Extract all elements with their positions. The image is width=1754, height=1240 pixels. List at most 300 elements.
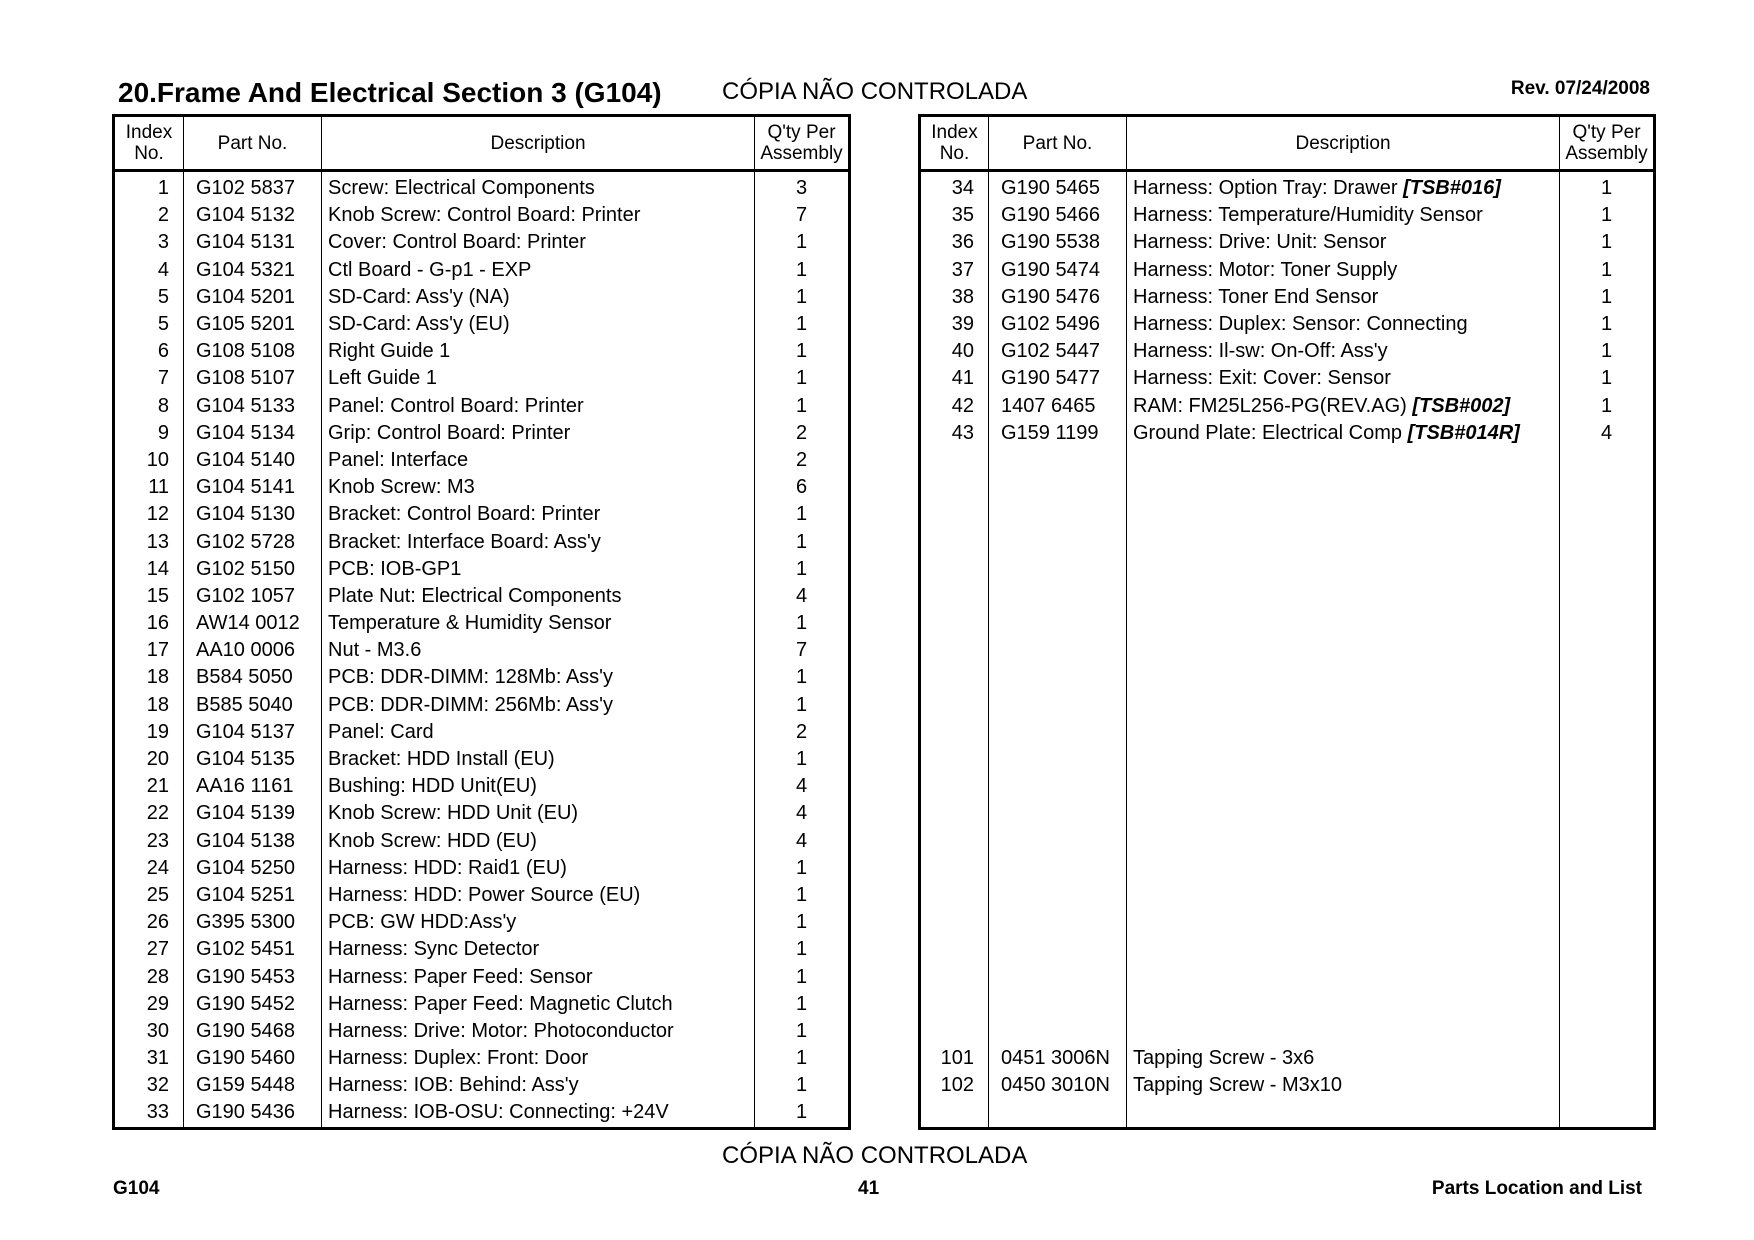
table-row — [114, 963, 850, 990]
description-text: Knob Screw: HDD Unit (EU) — [328, 802, 579, 825]
index-cell — [114, 882, 184, 909]
table-row — [114, 746, 850, 773]
part-no-text: G102 5451 — [196, 938, 295, 961]
description-text: Harness: Drive: Unit: Sensor — [1133, 231, 1387, 254]
qty-cell — [1560, 692, 1655, 719]
description-cell — [322, 365, 755, 392]
index-text: 33 — [146, 1101, 169, 1124]
part-no-cell — [184, 501, 322, 528]
part-no-text: G104 5132 — [196, 204, 295, 227]
part-no-cell — [184, 909, 322, 936]
description-cell — [1127, 664, 1560, 691]
table-row — [114, 828, 850, 855]
index-cell — [920, 664, 989, 691]
part-no-text: G102 5447 — [1001, 340, 1100, 363]
index-text: 3 — [157, 231, 169, 254]
qty-cell — [1560, 284, 1655, 311]
table-row — [920, 963, 1655, 990]
part-no-cell — [184, 447, 322, 474]
index-cell — [114, 637, 184, 664]
index-cell — [114, 229, 184, 256]
part-no-text: G190 5468 — [196, 1019, 295, 1042]
part-no-text: 0450 3010N — [1001, 1074, 1110, 1097]
part-no-cell — [184, 365, 322, 392]
table-row — [114, 610, 850, 637]
table-row — [920, 583, 1655, 610]
index-cell — [920, 746, 989, 773]
qty-cell — [1560, 828, 1655, 855]
index-cell — [920, 828, 989, 855]
description-cell — [1127, 963, 1560, 990]
table-row — [920, 800, 1655, 827]
table-row — [920, 828, 1655, 855]
table-row — [114, 311, 850, 338]
part-no-cell — [989, 171, 1127, 203]
table-row — [920, 1099, 1655, 1128]
index-cell — [114, 800, 184, 827]
description-cell — [322, 936, 755, 963]
description-cell — [1127, 773, 1560, 800]
part-no-text: G104 5133 — [196, 394, 295, 417]
part-no-cell — [989, 338, 1127, 365]
description-cell — [322, 583, 755, 610]
qty-cell — [755, 610, 850, 637]
description-cell — [322, 1099, 755, 1128]
index-cell — [114, 528, 184, 555]
part-no-cell — [184, 171, 322, 203]
description-cell — [1127, 171, 1560, 203]
qty-cell — [755, 338, 850, 365]
table-row — [920, 284, 1655, 311]
description-text: Panel: Control Board: Printer — [328, 394, 584, 417]
index-text: 26 — [146, 911, 169, 934]
parts-table-left — [112, 114, 851, 1130]
qty-text: 1 — [795, 340, 808, 363]
index-text: 19 — [146, 720, 169, 743]
description-text: Harness: IOB: Behind: Ass'y — [328, 1074, 579, 1097]
description-cell — [322, 1072, 755, 1099]
part-no-text: G395 5300 — [196, 911, 295, 934]
qty-text: 1 — [795, 992, 808, 1015]
description-cell — [322, 719, 755, 746]
description-cell — [1127, 393, 1560, 420]
index-cell — [920, 882, 989, 909]
index-text: 29 — [146, 992, 169, 1015]
qty-cell — [755, 202, 850, 229]
table-row — [920, 338, 1655, 365]
description-header: Description — [322, 116, 755, 171]
table-row — [920, 501, 1655, 528]
qty-cell — [1560, 202, 1655, 229]
qty-text: 2 — [795, 421, 808, 444]
qty-text: 4 — [795, 829, 808, 852]
index-cell — [920, 610, 989, 637]
qty-text: 1 — [795, 1074, 808, 1097]
description-cell — [1127, 501, 1560, 528]
table-row — [920, 692, 1655, 719]
description-cell — [1127, 284, 1560, 311]
qty-cell — [1560, 393, 1655, 420]
qty-text: 1 — [1600, 313, 1613, 336]
index-cell — [114, 583, 184, 610]
index-cell — [920, 991, 989, 1018]
qty-cell — [755, 311, 850, 338]
qty-cell — [755, 800, 850, 827]
part-no-cell — [989, 257, 1127, 284]
part-no-cell — [184, 664, 322, 691]
index-cell — [920, 171, 989, 203]
table-row — [920, 528, 1655, 555]
qty-text: 1 — [795, 911, 808, 934]
part-no-cell — [989, 1045, 1127, 1072]
index-text: 6 — [157, 340, 169, 363]
table-row — [114, 229, 850, 256]
index-cell — [920, 692, 989, 719]
qty-cell — [1560, 447, 1655, 474]
table-row — [920, 474, 1655, 501]
index-cell — [920, 474, 989, 501]
table-row — [114, 583, 850, 610]
description-text: Harness: Sync Detector — [328, 938, 540, 961]
part-no-cell — [184, 936, 322, 963]
qty-cell — [1560, 719, 1655, 746]
index-cell — [114, 474, 184, 501]
table-row — [920, 855, 1655, 882]
table-row — [114, 393, 850, 420]
part-no-cell — [989, 773, 1127, 800]
part-no-text: G190 5476 — [1001, 285, 1100, 308]
qty-cell — [1560, 365, 1655, 392]
table-row — [114, 338, 850, 365]
part-no-cell — [184, 719, 322, 746]
description-cell — [1127, 365, 1560, 392]
qty-cell — [755, 1099, 850, 1128]
index-cell — [114, 284, 184, 311]
qty-text: 1 — [1600, 394, 1613, 417]
qty-cell — [755, 773, 850, 800]
description-cell — [322, 800, 755, 827]
index-text: 18 — [146, 693, 169, 716]
table-row — [920, 1072, 1655, 1099]
part-no-text: G104 5135 — [196, 748, 295, 771]
part-no-text: 0451 3006N — [1001, 1047, 1110, 1070]
index-text: 23 — [146, 829, 169, 852]
qty-text: 1 — [795, 503, 808, 526]
index-text: 32 — [146, 1074, 169, 1097]
description-cell — [1127, 936, 1560, 963]
part-no-cell — [989, 800, 1127, 827]
table-row — [920, 991, 1655, 1018]
index-text: 9 — [157, 421, 169, 444]
qty-text: 1 — [795, 557, 808, 580]
description-cell — [322, 664, 755, 691]
index-cell — [114, 501, 184, 528]
part-no-text: G102 5496 — [1001, 313, 1100, 336]
description-cell — [322, 1018, 755, 1045]
part-no-cell — [989, 637, 1127, 664]
qty-text: 2 — [795, 448, 808, 471]
part-no-cell — [184, 610, 322, 637]
qty-text: 3 — [795, 177, 808, 200]
part-no-cell — [989, 963, 1127, 990]
qty-cell — [755, 229, 850, 256]
part-no-cell — [989, 365, 1127, 392]
qty-text: 1 — [1600, 231, 1613, 254]
description-text: Harness: Temperature/Humidity Sensor — [1133, 204, 1483, 227]
part-no-cell — [184, 284, 322, 311]
index-cell — [114, 365, 184, 392]
part-no-text: G102 5728 — [196, 530, 295, 553]
part-no-text: G190 5436 — [196, 1101, 295, 1124]
index-cell — [114, 773, 184, 800]
description-cell — [322, 692, 755, 719]
part-no-text: AA10 0006 — [196, 639, 295, 662]
part-no-text: B585 5040 — [196, 693, 293, 716]
part-no-text: G104 5321 — [196, 258, 295, 281]
part-no-cell — [184, 991, 322, 1018]
index-cell — [920, 583, 989, 610]
qty-cell — [1560, 800, 1655, 827]
qty-cell — [755, 719, 850, 746]
part-no-text: G190 5465 — [1001, 177, 1100, 200]
table-row — [114, 909, 850, 936]
table-row — [920, 257, 1655, 284]
index-text: 21 — [146, 775, 169, 798]
part-no-text: G102 5150 — [196, 557, 295, 580]
part-no-text: G190 5452 — [196, 992, 295, 1015]
part-no-header: Part No. — [184, 116, 322, 171]
index-cell — [114, 202, 184, 229]
description-cell — [1127, 1072, 1560, 1099]
qty-cell — [1560, 882, 1655, 909]
description-cell — [1127, 746, 1560, 773]
index-text: 37 — [951, 258, 974, 281]
index-cell — [920, 284, 989, 311]
index-cell — [114, 311, 184, 338]
description-text: Knob Screw: HDD (EU) — [328, 829, 537, 852]
table-row — [920, 420, 1655, 447]
index-text: 25 — [146, 883, 169, 906]
part-no-text: G104 5130 — [196, 503, 295, 526]
index-cell — [920, 311, 989, 338]
part-no-text: G104 5201 — [196, 285, 295, 308]
qty-text: 1 — [795, 313, 808, 336]
qty-cell — [755, 474, 850, 501]
part-no-text: 1407 6465 — [1001, 394, 1096, 417]
description-cell — [322, 855, 755, 882]
page-title: 20.Frame And Electrical Section 3 (G104) — [118, 77, 662, 108]
index-text: 10 — [146, 448, 169, 471]
description-text: Plate Nut: Electrical Components — [328, 584, 622, 607]
part-no-text: G104 5138 — [196, 829, 295, 852]
index-cell — [920, 420, 989, 447]
part-no-cell — [184, 202, 322, 229]
part-no-text: G104 5131 — [196, 231, 295, 254]
part-no-text: G104 5251 — [196, 883, 295, 906]
qty-text: 1 — [1600, 285, 1613, 308]
index-cell — [920, 338, 989, 365]
description-text: Nut - M3.6 — [328, 639, 422, 662]
part-no-cell — [989, 284, 1127, 311]
index-text: 20 — [146, 748, 169, 771]
index-text: 31 — [146, 1047, 169, 1070]
index-text: 30 — [146, 1019, 169, 1042]
index-text: 39 — [951, 313, 974, 336]
part-no-cell — [184, 420, 322, 447]
part-no-cell — [989, 664, 1127, 691]
description-text: Harness: Paper Feed: Sensor — [328, 965, 593, 988]
index-text: 15 — [146, 584, 169, 607]
description-text: Harness: Motor: Toner Supply — [1133, 258, 1398, 281]
description-text: Harness: Paper Feed: Magnetic Clutch — [328, 992, 673, 1015]
description-cell — [1127, 991, 1560, 1018]
qty-text: 1 — [795, 367, 808, 390]
description-text: Bracket: Control Board: Printer — [328, 503, 601, 526]
qty-cell — [1560, 1099, 1655, 1128]
description-cell — [322, 610, 755, 637]
table-row — [920, 556, 1655, 583]
part-no-text: G104 5139 — [196, 802, 295, 825]
part-no-text: B584 5050 — [196, 666, 293, 689]
description-cell — [1127, 474, 1560, 501]
description-cell — [1127, 420, 1560, 447]
index-cell — [114, 991, 184, 1018]
description-cell — [322, 202, 755, 229]
qty-cell — [1560, 773, 1655, 800]
index-cell — [920, 447, 989, 474]
description-text: Harness: Drive: Motor: Photoconductor — [328, 1019, 674, 1042]
description-text: Harness: IOB-OSU: Connecting: +24V — [328, 1101, 669, 1124]
table-row — [114, 1072, 850, 1099]
table-row — [114, 800, 850, 827]
description-text: Ground Plate: Electrical Comp — [1133, 421, 1408, 444]
part-no-cell — [184, 229, 322, 256]
description-text: Bushing: HDD Unit(EU) — [328, 775, 537, 798]
qty-text: 1 — [795, 1047, 808, 1070]
qty-cell — [755, 828, 850, 855]
index-cell — [114, 719, 184, 746]
part-no-cell — [989, 583, 1127, 610]
index-text: 36 — [951, 231, 974, 254]
qty-cell — [755, 637, 850, 664]
index-text: 35 — [951, 204, 974, 227]
index-cell — [114, 393, 184, 420]
qty-text: 1 — [795, 748, 808, 771]
index-text: 22 — [146, 802, 169, 825]
part-no-cell — [989, 202, 1127, 229]
part-no-cell — [989, 882, 1127, 909]
watermark-bottom: CÓPIA NÃO CONTROLADA — [722, 1142, 1028, 1169]
part-no-cell — [989, 855, 1127, 882]
qty-cell — [1560, 909, 1655, 936]
table-row — [114, 855, 850, 882]
description-text: Harness: Option Tray: Drawer — [1133, 177, 1404, 200]
qty-text: 1 — [795, 285, 808, 308]
right-table-body — [920, 171, 1655, 1129]
index-cell — [114, 257, 184, 284]
qty-text: 1 — [795, 1019, 808, 1042]
index-text: 43 — [951, 421, 974, 444]
description-text: Left Guide 1 — [328, 367, 437, 390]
index-text: 24 — [146, 856, 169, 879]
qty-cell — [1560, 1045, 1655, 1072]
qty-cell — [1560, 746, 1655, 773]
table-header-row — [920, 116, 1655, 171]
part-no-text: G102 1057 — [196, 584, 295, 607]
part-no-cell — [184, 556, 322, 583]
description-cell — [322, 257, 755, 284]
description-text: Screw: Electrical Components — [328, 177, 595, 200]
description-text: PCB: DDR-DIMM: 128Mb: Ass'y — [328, 666, 613, 689]
description-text: PCB: IOB-GP1 — [328, 557, 462, 580]
part-no-cell — [184, 338, 322, 365]
qty-cell — [1560, 855, 1655, 882]
qty-text: 4 — [795, 775, 808, 798]
index-text: 101 — [940, 1047, 974, 1070]
description-text: Cover: Control Board: Printer — [328, 231, 586, 254]
description-cell — [1127, 338, 1560, 365]
table-row — [920, 1045, 1655, 1072]
description-text: PCB: GW HDD:Ass'y — [328, 911, 517, 934]
part-no-cell — [989, 528, 1127, 555]
qty-text: 1 — [795, 612, 808, 635]
footer-page-number: 41 — [858, 1178, 880, 1199]
qty-text: 1 — [1600, 177, 1613, 200]
index-cell — [114, 447, 184, 474]
description-text: SD-Card: Ass'y (EU) — [328, 313, 510, 336]
index-text: 42 — [951, 394, 974, 417]
table-row — [114, 936, 850, 963]
table-row — [920, 365, 1655, 392]
description-cell — [1127, 528, 1560, 555]
part-no-text: G159 5448 — [196, 1074, 295, 1097]
description-text: Temperature & Humidity Sensor — [328, 612, 612, 635]
index-header: Index No. — [920, 116, 989, 171]
index-cell — [114, 1018, 184, 1045]
index-text: 1 — [157, 177, 169, 200]
parts-table-right — [918, 114, 1656, 1130]
index-cell — [920, 501, 989, 528]
qty-cell — [1560, 610, 1655, 637]
table-row — [920, 202, 1655, 229]
description-cell — [1127, 202, 1560, 229]
tsb-reference: [TSB#002] — [1412, 394, 1511, 417]
qty-text: 1 — [795, 258, 808, 281]
part-no-cell — [989, 474, 1127, 501]
index-cell — [920, 365, 989, 392]
qty-cell — [755, 746, 850, 773]
qty-cell — [1560, 528, 1655, 555]
part-no-cell — [184, 692, 322, 719]
part-no-cell — [184, 1018, 322, 1045]
table-row — [920, 311, 1655, 338]
qty-cell — [755, 1018, 850, 1045]
index-cell — [920, 393, 989, 420]
part-no-text: G108 5107 — [196, 367, 295, 390]
index-cell — [114, 1099, 184, 1128]
table-row — [114, 882, 850, 909]
table-header-row — [114, 116, 850, 171]
description-text: Bracket: HDD Install (EU) — [328, 748, 555, 771]
qty-text: 1 — [795, 666, 808, 689]
description-cell — [322, 746, 755, 773]
qty-cell — [1560, 474, 1655, 501]
qty-cell — [1560, 1018, 1655, 1045]
description-text: Knob Screw: M3 — [328, 476, 475, 499]
index-cell — [920, 773, 989, 800]
description-text: Harness: Duplex: Sensor: Connecting — [1133, 313, 1468, 336]
qty-cell — [755, 171, 850, 203]
